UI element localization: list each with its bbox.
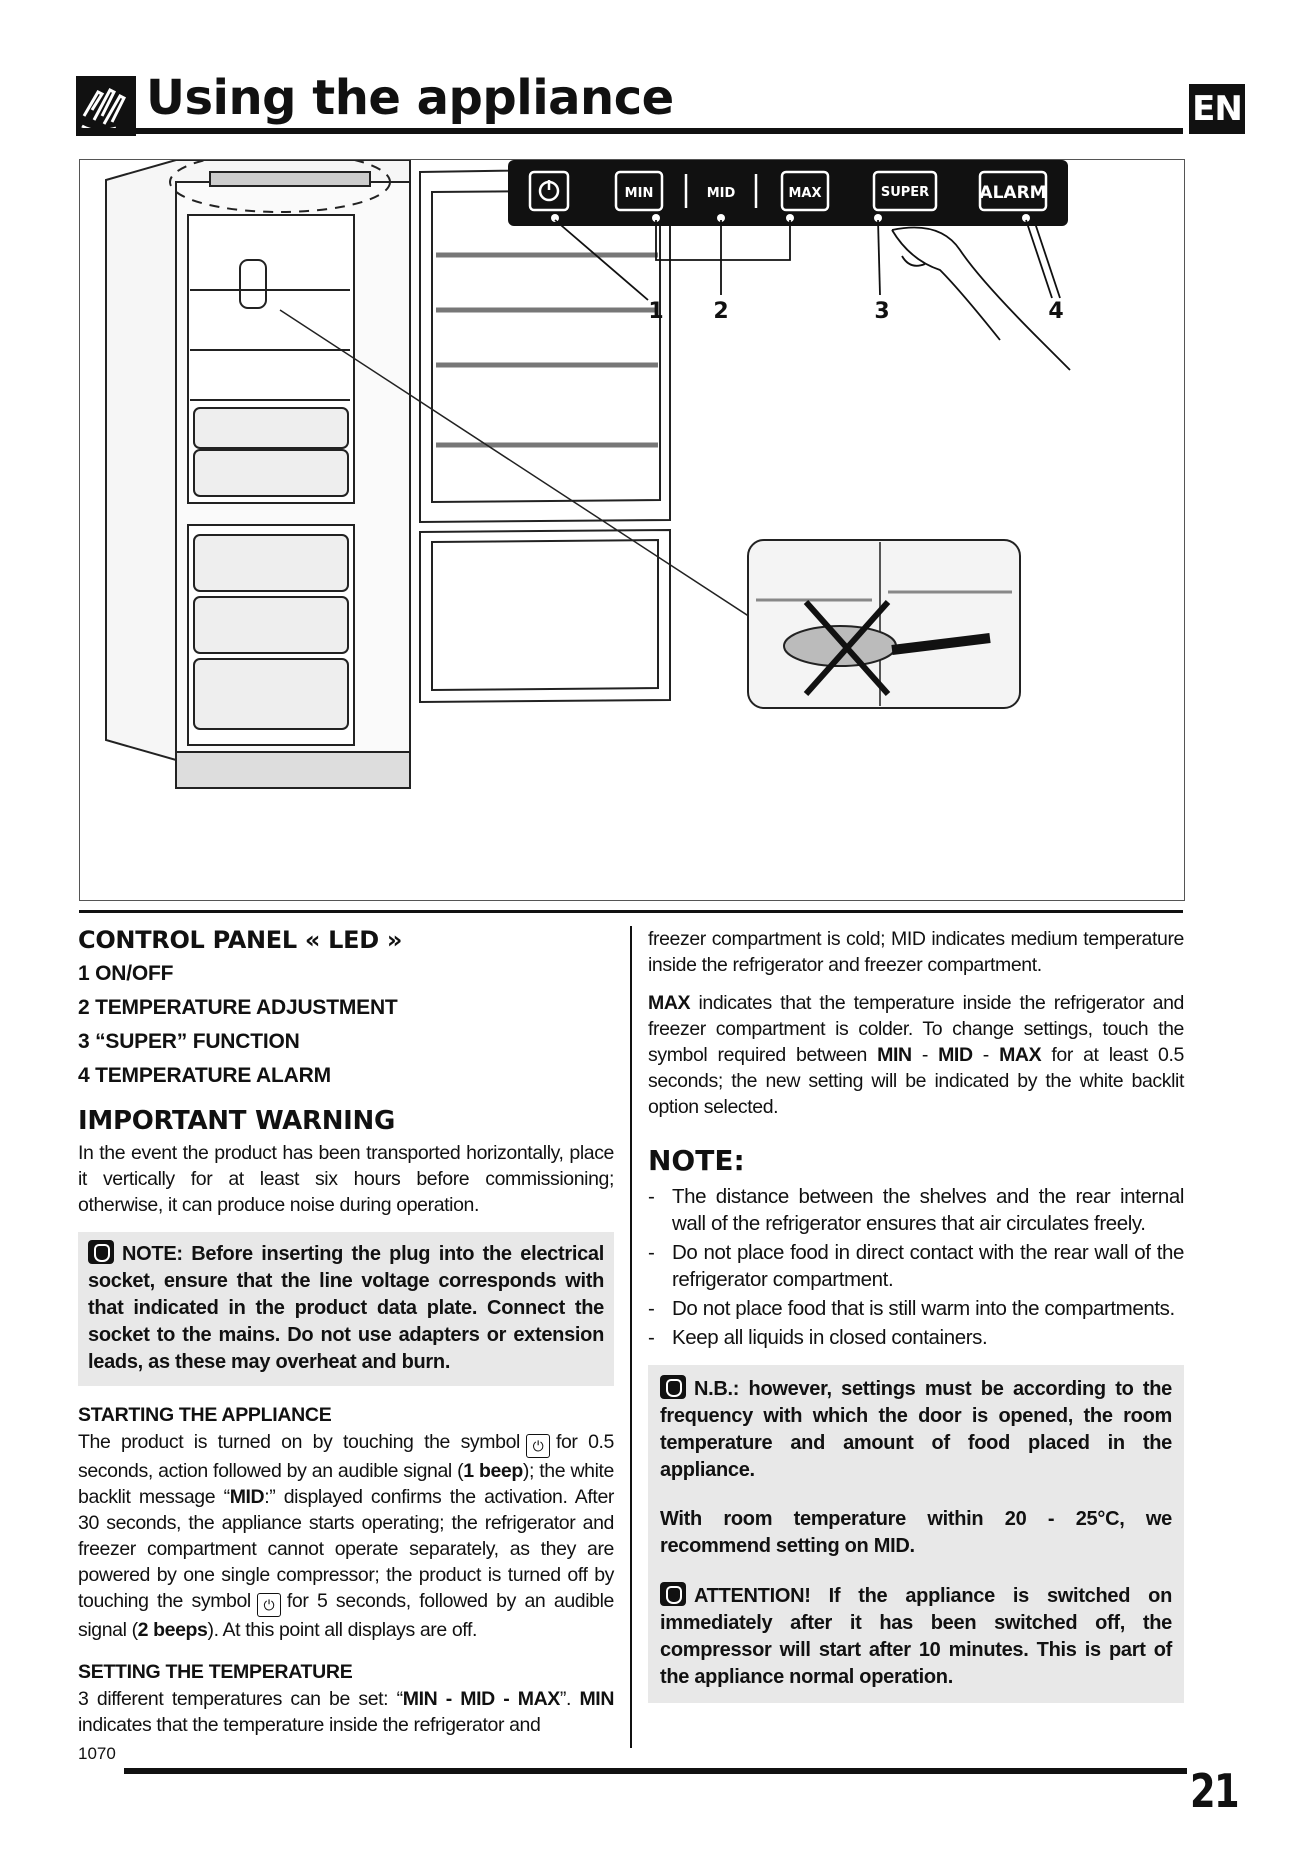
figure-rule xyxy=(79,910,1183,913)
hand-stop-icon xyxy=(88,1240,114,1264)
nb-note-box xyxy=(648,1365,1184,1703)
hand-touch-icon xyxy=(76,76,136,136)
language-badge: EN xyxy=(1189,84,1245,134)
panel-item-2: 2 TEMPERATURE ADJUSTMENT xyxy=(78,996,398,1019)
panel-item-4: 4 TEMPERATURE ALARM xyxy=(78,1064,331,1087)
note-heading: NOTE: xyxy=(648,1144,745,1177)
room-temp-text: With room temperature within 20 - 25°C, we recommend setting on MID. xyxy=(660,1508,1172,1557)
callout-1: 1 xyxy=(648,299,664,324)
control-panel-heading: CONTROL PANEL « LED » xyxy=(78,926,403,954)
warning-text: In the event the product has been transported horizontally, place it vertically for at least six hours before commissioning; otherwise, it can produce noise during operation. xyxy=(78,1142,614,1216)
plug-note-text: NOTE: Before inserting the plug into the electrical socket, ensure that the line voltage corresponds with that indicated in the product data plate. Connect the socket to the mains. Do not use adapters or extension leads, as these may overheat and burn. xyxy=(88,1243,604,1373)
callout-4: 4 xyxy=(1048,299,1064,324)
nb-text: N.B.: however, settings must be according to the frequency with which the door is opened, the room temperature and amount of food placed in the appliance. xyxy=(660,1378,1172,1481)
hand-stop-icon xyxy=(660,1375,686,1399)
control-panel xyxy=(508,160,1068,226)
hand-stop-icon xyxy=(660,1582,686,1606)
max-text: MAX indicates that the temperature inside the refrigerator and freezer compartment is colder. To change settings, touch the symbol required between MIN - MID - MAX for at least 0.5 seconds; the new setting will be indicated by the white backlit option selected. xyxy=(648,992,1184,1118)
alarm-button-label: ALARM xyxy=(979,183,1047,203)
list-item: - The distance between the shelves and the rear internal wall of the refrigerator ensures that air circulates freely. xyxy=(648,1183,1184,1237)
appliance-illustration xyxy=(79,159,1185,901)
setting-text: 3 different temperatures can be set: “MIN - MID - MAX”. MIN indicates that the temperature inside the refrigerator and xyxy=(78,1688,615,1736)
left-column xyxy=(78,926,614,1738)
column-divider xyxy=(630,926,632,1748)
mid-button-label: MID xyxy=(706,186,736,201)
plug-note-box xyxy=(78,1232,614,1386)
list-item: - Keep all liquids in closed containers. xyxy=(648,1324,1184,1351)
fridge-diagram xyxy=(80,160,1184,900)
power-icon: ⏻ xyxy=(257,1593,281,1617)
important-warning-heading: IMPORTANT WARNING xyxy=(78,1106,396,1136)
callout-3: 3 xyxy=(874,299,890,324)
page-title: Using the appliance xyxy=(146,70,674,126)
attention-text: ATTENTION! If the appliance is switched on immediately after it has been switched off, the compressor will start after 10 minutes. This is part of the appliance normal operation. xyxy=(660,1585,1172,1688)
header-rule xyxy=(76,128,1183,134)
max-button-label: MAX xyxy=(788,186,822,201)
footer-rule xyxy=(124,1768,1187,1774)
starting-heading: STARTING THE APPLIANCE xyxy=(78,1404,332,1426)
right-column xyxy=(648,926,1184,1719)
callout-2: 2 xyxy=(713,299,729,324)
min-button-label: MIN xyxy=(624,186,654,201)
setting-heading: SETTING THE TEMPERATURE xyxy=(78,1661,353,1683)
panel-item-3: 3 “SUPER” FUNCTION xyxy=(78,1030,300,1053)
setting-continued-text: freezer compartment is cold; MID indicates medium temperature inside the refrigerator and freezer compartment. xyxy=(648,928,1184,976)
list-item: - Do not place food that is still warm into the compartments. xyxy=(648,1295,1184,1322)
page-number: 21 xyxy=(1190,1764,1239,1818)
warm-food-warning-inset xyxy=(748,540,1020,708)
starting-text: The product is turned on by touching the symbol ⏻ for 0.5 seconds, action followed by an audible signal (1 beep); the white backlit message “MID:” displayed confirms the activation. After 30 seconds, the appliance starts operating; the refrigerator and freezer compartment cannot operate separately, as they are powered by one single compressor; the product is turned off by touching the symbol ⏻ for 5 seconds, followed by an audible signal (2 beeps). At this point all displays are off. xyxy=(78,1431,614,1641)
super-button-label: SUPER xyxy=(880,185,930,200)
list-item: - Do not place food in direct contact with the rear wall of the refrigerator compartment. xyxy=(648,1239,1184,1293)
note-list xyxy=(648,1183,1184,1351)
document-code: 1070 xyxy=(78,1744,116,1763)
panel-item-1: 1 ON/OFF xyxy=(78,962,174,985)
power-icon: ⏻ xyxy=(526,1434,550,1458)
